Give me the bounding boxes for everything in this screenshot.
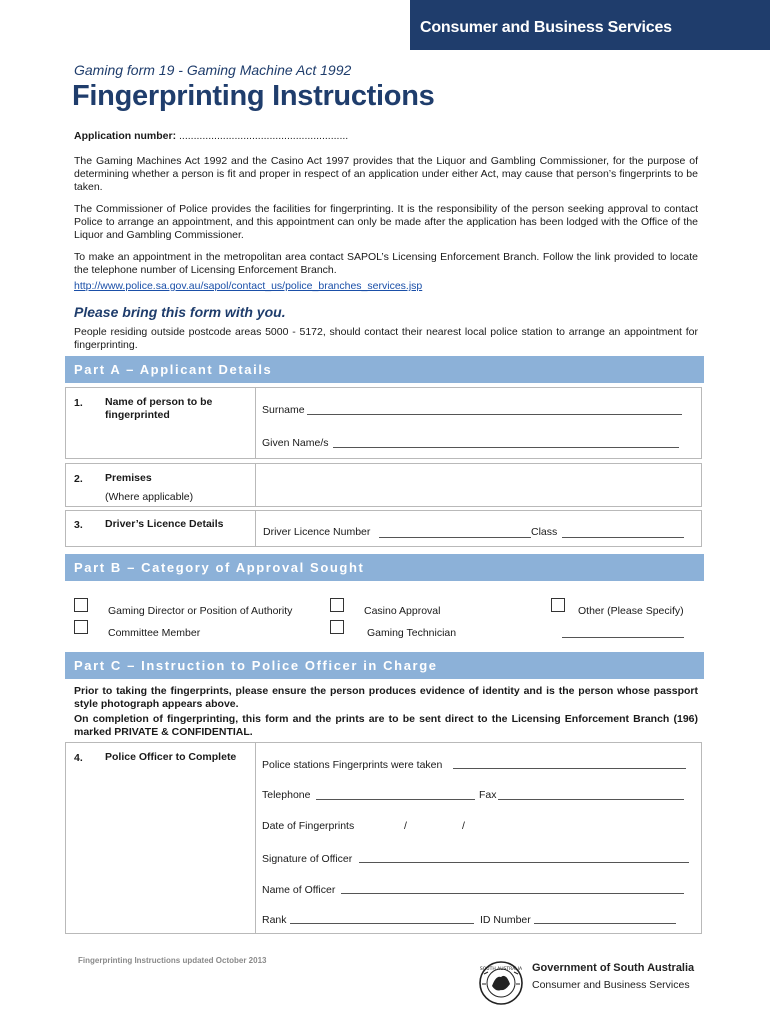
row-divider (255, 387, 256, 459)
surname-field[interactable] (307, 414, 682, 415)
premises-sublabel: (Where applicable) (105, 491, 194, 503)
committee-member-checkbox[interactable] (74, 620, 88, 634)
police-station-field[interactable] (453, 768, 686, 769)
telephone-field[interactable] (316, 799, 475, 800)
fax-field[interactable] (498, 799, 684, 800)
row-number: 1. (74, 397, 83, 409)
licence-number-field[interactable] (379, 537, 531, 538)
intro-paragraph-4: People residing outside postcode areas 5000 - 5172, should contact their nearest local police station to arrange an appointment for fingerprinting. (74, 326, 698, 351)
department-banner (410, 0, 770, 50)
other-label: Other (Please Specify) (578, 605, 684, 617)
premises-field[interactable] (256, 464, 701, 506)
intro-paragraph-1: The Gaming Machines Act 1992 and the Casino Act 1997 provides that the Liquor and Gambling Commissioner, for the purpose of determining whether a person is fit and proper in respect of an application under either Act, may cause that person’s fingerprints to be taken. (74, 155, 698, 193)
fax-label: Fax (479, 789, 497, 801)
officer-name-label: Name of Officer (262, 884, 336, 896)
part-a-title: Part A – Applicant Details (74, 362, 273, 377)
row-number: 2. (74, 473, 83, 485)
part-c-title: Part C – Instruction to Police Officer in Charge (74, 658, 438, 673)
row-number: 4. (74, 752, 83, 764)
government-seal-icon (476, 960, 526, 1006)
premises-label: Premises (105, 472, 152, 484)
other-specify-field[interactable] (562, 637, 684, 638)
gaming-director-label: Gaming Director or Position of Authority (108, 605, 293, 617)
application-number (74, 130, 348, 142)
department-footer-name: Consumer and Business Services (532, 979, 690, 991)
identity-instruction: Prior to taking the fingerprints, please ensure the person produces evidence of identity and is the person whose passport style photograph appears above. (74, 685, 698, 710)
form-subtitle: Gaming form 19 - Gaming Machine Act 1992 (74, 62, 352, 78)
given-names-field[interactable] (333, 447, 679, 448)
application-number-label: Application number: (74, 130, 177, 142)
drivers-licence-label: Driver’s Licence Details (105, 518, 224, 530)
date-separator: / (404, 820, 407, 832)
part-c-header (65, 652, 704, 679)
police-station-label: Police stations Fingerprints were taken (262, 759, 443, 771)
committee-member-label: Committee Member (108, 627, 201, 639)
officer-name-field[interactable] (341, 893, 684, 894)
part-b-title: Part B – Category of Approval Sought (74, 560, 365, 575)
date-separator: / (462, 820, 465, 832)
other-checkbox[interactable] (551, 598, 565, 612)
police-officer-label: Police Officer to Complete (105, 751, 237, 763)
submission-instruction: On completion of fingerprinting, this form and the prints are to be sent direct to the Licensing Enforcement Branch (196) marked PRIVATE & CONFIDENTIAL. (74, 713, 698, 738)
id-number-label: ID Number (480, 914, 531, 926)
seal-lettering: SOUTH AUSTRALIA (479, 967, 523, 972)
intro-paragraph-3: To make an appointment in the metropolitan area contact SAPOL’s Licensing Enforcement Branch. Follow the link provided to locate the telephone number of Licensing Enforcement Branch. (74, 251, 698, 276)
licence-number-label: Driver Licence Number (263, 526, 371, 538)
application-number-field[interactable]: .......................................................... (179, 130, 349, 142)
part-b-header (65, 554, 704, 581)
licence-class-field[interactable] (562, 537, 684, 538)
footer-note: Fingerprinting Instructions updated October 2013 (78, 956, 267, 965)
gaming-technician-label: Gaming Technician (367, 627, 457, 639)
page-title: Fingerprinting Instructions (72, 80, 435, 112)
surname-label: Surname (262, 404, 305, 416)
date-field[interactable] (362, 816, 502, 832)
given-names-label: Given Name/s (262, 437, 329, 449)
telephone-label: Telephone (262, 789, 311, 801)
government-name: Government of South Australia (532, 962, 695, 974)
bring-form-notice: Please bring this form with you. (74, 304, 286, 320)
gaming-technician-checkbox[interactable] (330, 620, 344, 634)
police-branches-link[interactable]: http://www.police.sa.gov.au/sapol/contact_us/police_branches_services.jsp (74, 280, 423, 292)
rank-field[interactable] (290, 923, 474, 924)
part-a-header (65, 356, 704, 383)
row-divider (255, 742, 256, 934)
casino-approval-checkbox[interactable] (330, 598, 344, 612)
department-name: Consumer and Business Services (420, 19, 672, 36)
row-divider (255, 510, 256, 547)
signature-field[interactable] (359, 862, 689, 863)
rank-label: Rank (262, 914, 287, 926)
name-to-fingerprint-label: Name of person to be fingerprinted (105, 396, 213, 421)
id-number-field[interactable] (534, 923, 676, 924)
licence-class-label: Class (531, 526, 558, 538)
signature-label: Signature of Officer (262, 853, 353, 865)
gaming-director-checkbox[interactable] (74, 598, 88, 612)
casino-approval-label: Casino Approval (364, 605, 441, 617)
row-number: 3. (74, 519, 83, 531)
date-label: Date of Fingerprints (262, 820, 355, 832)
intro-paragraph-2: The Commissioner of Police provides the facilities for fingerprinting. It is the responsibility of the person seeking approval to contact Police to arrange an appointment, and this appointment can only be made after the application has been lodged with the Office of the Liquor and Gambling Commissioner. (74, 203, 698, 241)
